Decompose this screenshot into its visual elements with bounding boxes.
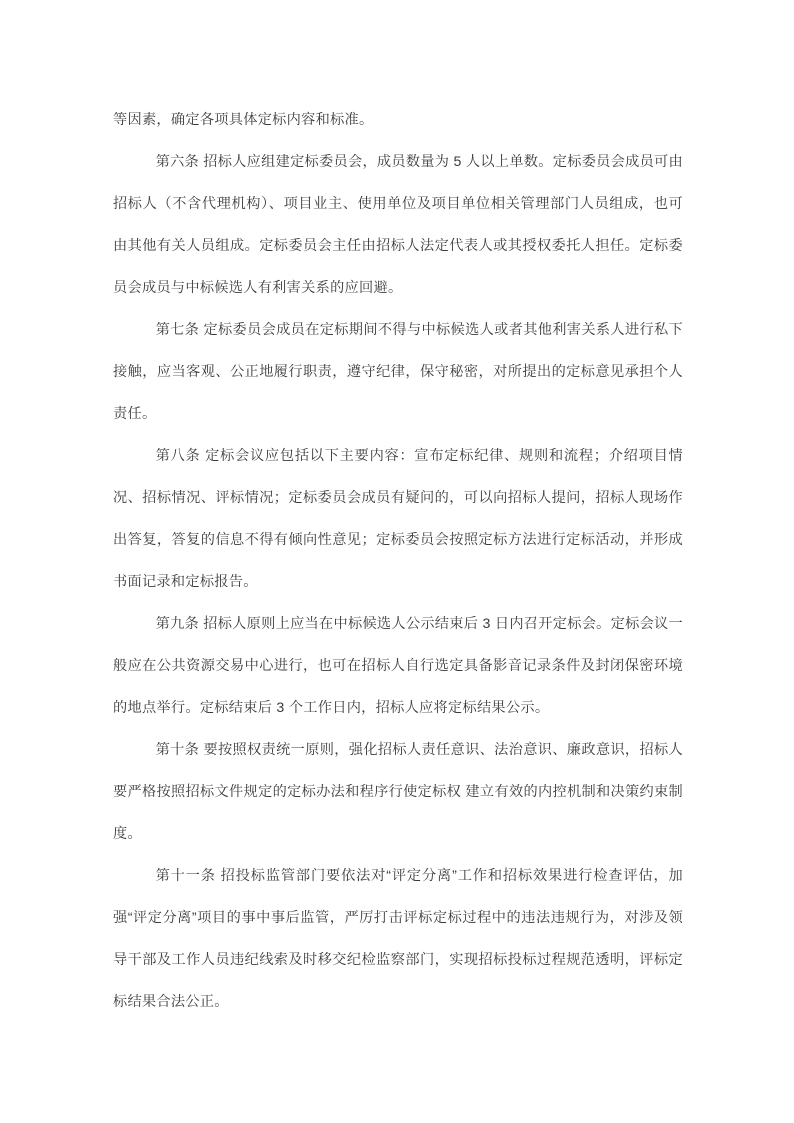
paragraph-article-6: 第六条 招标人应组建定标委员会，成员数量为 5 人以上单数。定标委员会成员可由招标人（不含代理机构）、项目业主、使用单位及项目单位相关管理部门人员组成，也可由其他有关人员组成。定标委员会主任由招标人法定代表人或其授权委托人担任。定标委员会成员与中标候选人有利害关系的应回避。 — [113, 154, 683, 296]
document-body — [113, 99, 683, 1023]
paragraph-article-11: 第十一条 招投标监管部门要依法对“评定分离”工作和招标效果进行检查评估，加强“评定分离”项目的事中事后监管，严厉打击评标定标过程中的违法违规行为，对涉及领导干部及工作人员违纪线索及时移交纪检监察部门，实现招标投标过程规范透明，评标定标结果合法公正。 — [113, 868, 683, 1010]
paragraph-article-7: 第七条 定标委员会成员在定标期间不得与中标候选人或者其他利害关系人进行私下接触，应当客观、公正地履行职责，遵守纪律，保守秘密，对所提出的定标意见承担个人责任。 — [113, 322, 683, 422]
paragraph-continuation: 等因素，确定各项具体定标内容和标准。 — [113, 112, 374, 128]
paragraph-article-10: 第十条 要按照权责统一原则，强化招标人责任意识、法治意识、廉政意识，招标人要严格按照招标文件规定的定标办法和程序行使定标权 建立有效的内控机制和决策约束制度。 — [113, 742, 683, 842]
paragraph-article-8: 第八条 定标会议应包括以下主要内容：宣布定标纪律、规则和流程；介绍项目情况、招标情况、评标情况；定标委员会成员有疑问的，可以向招标人提问，招标人现场作出答复，答复的信息不得有倾向性意见；定标委员会按照定标方法进行定标活动，并形成书面记录和定标报告。 — [113, 448, 683, 590]
paragraph-article-9: 第九条 招标人原则上应当在中标候选人公示结束后 3 日内召开定标会。定标会议一般应在公共资源交易中心进行，也可在招标人自行选定具备影音记录条件及封闭保密环境的地点举行。定标结束后 3 个工作日内，招标人应将定标结果公示。 — [113, 616, 683, 716]
